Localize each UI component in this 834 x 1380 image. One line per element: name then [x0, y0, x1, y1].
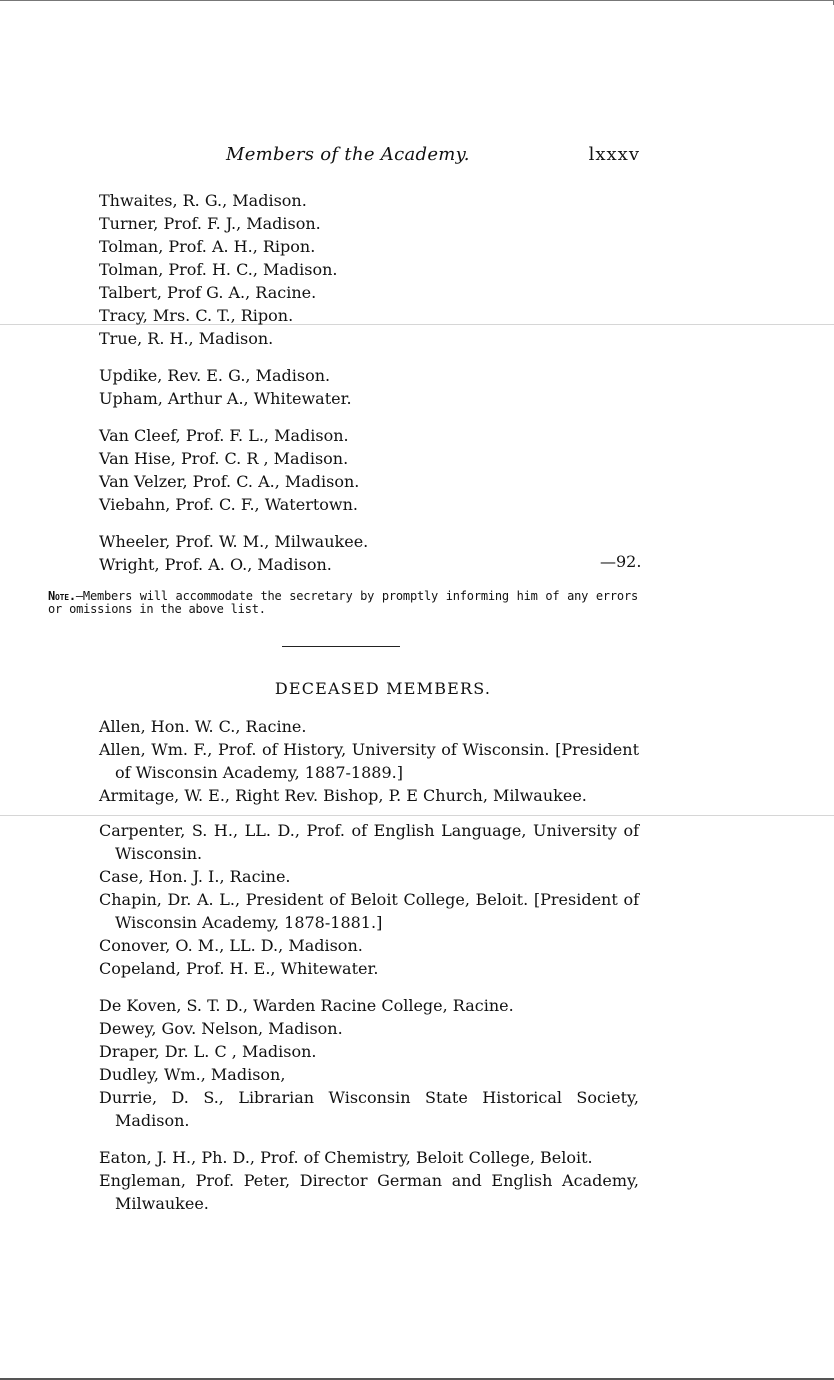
members-total: —92.: [600, 552, 642, 571]
list-item: Armitage, W. E., Right Rev. Bishop, P. E Church, Milwaukee.: [99, 786, 587, 805]
list-item: Eaton, J. H., Ph. D., Prof. of Chemistry, Beloit College, Beloit.: [99, 1148, 593, 1167]
list-item: Turner, Prof. F. J., Madison.: [99, 214, 321, 233]
list-item: Talbert, Prof G. A., Racine.: [99, 283, 317, 302]
entry-group: [99, 994, 639, 1132]
list-item: Chapin, Dr. A. L., President of Beloit College, Beloit. [President of Wisconsin Academy, 1878-1881.]: [99, 890, 639, 932]
list-item: Upham, Arthur A., Whitewater.: [99, 389, 352, 408]
footnote-text: —Members will accommodate the secretary by promptly informing him of any errors or omissions in the above list.: [48, 589, 638, 616]
page-header: [96, 144, 640, 170]
list-item: Updike, Rev. E. G., Madison.: [99, 366, 331, 385]
list-item: Wright, Prof. A. O., Madison.: [99, 555, 332, 574]
members-list: [99, 189, 642, 576]
list-item: Van Velzer, Prof. C. A., Madison.: [99, 472, 360, 491]
list-item: Case, Hon. J. I., Racine.: [99, 867, 291, 886]
section-divider: [282, 646, 400, 647]
page-number: lxxxv: [588, 144, 640, 165]
list-item: Dewey, Gov. Nelson, Madison.: [99, 1019, 343, 1038]
entry-group: [99, 1146, 639, 1215]
list-item: Carpenter, S. H., LL. D., Prof. of English Language, University of Wisconsin.: [99, 821, 639, 863]
entry-group: [99, 530, 642, 576]
entry-group: [99, 819, 639, 980]
entry-group: [99, 424, 639, 516]
deceased-heading-text: DECEASED MEMBERS.: [274, 679, 492, 698]
list-item: Dudley, Wm., Madison,: [99, 1065, 286, 1084]
list-item: Durrie, D. S., Librarian Wisconsin State Historical Society, Madison.: [99, 1088, 639, 1130]
list-item: True, R. H., Madison.: [99, 329, 274, 348]
entry-group: [99, 715, 639, 807]
deceased-heading: [99, 679, 639, 698]
list-item: Viebahn, Prof. C. F., Watertown.: [99, 495, 358, 514]
list-item: Draper, Dr. L. C , Madison.: [99, 1042, 317, 1061]
list-item: Wheeler, Prof. W. M., Milwaukee.: [99, 532, 369, 551]
entry-group: [99, 189, 639, 350]
list-item: Engleman, Prof. Peter, Director German and English Academy, Milwaukee.: [99, 1171, 639, 1213]
list-item: Tracy, Mrs. C. T., Ripon.: [99, 306, 294, 325]
footnote-label: Note.: [48, 589, 76, 603]
entry-group: [99, 364, 639, 410]
list-item: Copeland, Prof. H. E., Whitewater.: [99, 959, 379, 978]
list-item: Conover, O. M., LL. D., Madison.: [99, 936, 363, 955]
list-item: Van Hise, Prof. C. R , Madison.: [99, 449, 349, 468]
scan-fold-line-lower: [0, 815, 834, 816]
page-edge-top: [0, 0, 834, 5]
list-item: Allen, Wm. F., Prof. of History, University of Wisconsin. [President of Wisconsin Academy, 1887-1889.]: [99, 740, 639, 782]
deceased-list-a: [99, 715, 639, 807]
deceased-list-b: [99, 819, 639, 1215]
list-item: Van Cleef, Prof. F. L., Madison.: [99, 426, 349, 445]
list-item: Allen, Hon. W. C., Racine.: [99, 717, 307, 736]
list-item: De Koven, S. T. D., Warden Racine College, Racine.: [99, 996, 514, 1015]
footnote: [48, 590, 638, 616]
page-edge-bottom: [0, 1370, 834, 1380]
running-title: Members of the Academy.: [226, 144, 470, 165]
list-item: Thwaites, R. G., Madison.: [99, 191, 307, 210]
list-item: Tolman, Prof. A. H., Ripon.: [99, 237, 316, 256]
list-item: Tolman, Prof. H. C., Madison.: [99, 260, 338, 279]
